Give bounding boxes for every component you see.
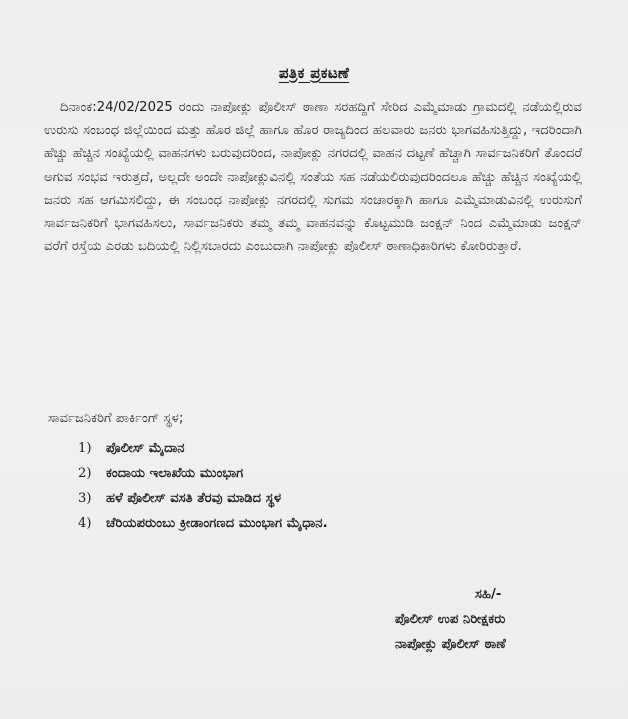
document-title: ಪತ್ರಿಕ ಪ್ರಕಟಣೆ [278,64,350,82]
signature-designation: ಪೊಲೀಸ್ ಉಪ ನಿರೀಕ್ಷಕರು [395,612,506,627]
signature-station: ನಾಪೋಕ್ಲು ಪೊಲೀಸ್ ಠಾಣೆ [395,637,506,652]
parking-list [78,436,328,536]
list-item-number: 4) [78,516,92,531]
list-item-text: ಚೆರಿಯಪರುಂಬು ಕ್ರೀಡಾಂಗಣದ ಮುಂಭಾಗ ಮೈಧಾನ. [106,516,328,531]
signature-sd: ಸಹಿ/- [475,587,502,602]
list-item-text: ಪೊಲೀಸ್ ಮೈದಾನ [106,441,185,456]
list-item [78,461,328,486]
notice-body: ದಿನಾಂಕ:24/02/2025 ರಂದು ನಾಪೋಕ್ಲು ಪೊಲೀಸ್ ಠಾಣಾ ಸರಹದ್ದಿಗೆ ಸೇರಿದ ಎಮ್ಮೆಮಾಡು ಗ್ರಾಮದಲ್ಲಿ ನಡೆಯಲ್ಲಿರುವ ಉರುಸು ಸಂಬಂಧ ಜಿಲ್ಲೆಯಿಂದ ಮತ್ತು ಹೊರ ಜಿಲ್ಲೆ ಹಾಗೂ ಹೊರ ರಾಜ್ಯದಿಂದ ಹಲವಾರು ಜನರು ಭಾಗವಹಿಸುತ್ತಿದ್ದು, ಇದರಿಂದಾಗಿ ಹೆಚ್ಚು ಹೆಚ್ಚಿನ ಸಂಖ್ಯೆಯಲ್ಲಿ ವಾಹನಗಳು ಬರುವುದರಿಂದ, ನಾಪೋಕ್ಲು ನಗರದಲ್ಲಿ ವಾಹನ ದಟ್ಟಣೆ ಹೆಚ್ಚಾಗಿ ಸಾರ್ವಜನಿಕರಿಗೆ ತೊಂದರೆ ಅಗುವ ಸಂಭವ ಇರುತ್ತದೆ, ಅಲ್ಲದೇ ಅಂದೇ ನಾಪೋಕ್ಲುವಿನಲ್ಲಿ ಸಂತೆಯ ಸಹ ನಡೆಯಲಿರುವುದರಿಂದಲೂ ಹೆಚ್ಚು ಹೆಚ್ಚಿನ ಸಂಖ್ಯೆಯಲ್ಲಿ ಜನರು ಸಹ ಆಗಮಿಸಲಿದ್ದು, ಈ ಸಂಬಂಧ ನಾಪೋಕ್ಲು ನಗರದಲ್ಲಿ ಸುಗಮ ಸಂಚಾರಕ್ಕಾಗಿ ಹಾಗೂ ಎಮ್ಮೆಮಾಡುವಿನಲ್ಲಿ ಉರುಸುಗೆ ಸಾರ್ವಜನಿಕರಿಗೆ ಭಾಗವಹಿಸಲು, ಸಾರ್ವಜನಿಕರು ತಮ್ಮ ತಮ್ಮ ವಾಹನವನ್ನು ಕೊಟ್ಟಮುಡಿ ಜಂಕ್ಷನ್ ನಿಂದ ಎಮ್ಮೆಮಾಡು ಜಂಕ್ಷನ್ ವರೆಗೆ ರಸ್ತೆಯ ಎರಡು ಬದಿಯಲ್ಲಿ ನಿಲ್ಲಿಸಬಾರದು ಎಂಬುದಾಗಿ ನಾಪೋಕ್ಲು ಪೊಲೀಸ್ ಠಾಣಾಧಿಕಾರಿಗಳು ಕೋರಿರುತ್ತಾರೆ. [44,100,582,255]
parking-heading: ಸಾರ್ವಜನಿಕರಿಗೆ ಪಾರ್ಕಿಂಗ್ ಸ್ಥಳ; [48,411,184,426]
list-item-text: ಹಳೆ ಪೊಲೀಸ್ ವಸತಿ ತೆರವು ಮಾಡಿದ ಸ್ಥಳ [106,491,282,506]
list-item-number: 3) [78,491,92,506]
signature-block [395,582,506,657]
list-item-number: 2) [78,466,92,481]
list-item-text: ಕಂದಾಯ ಇಲಾಖೆಯ ಮುಂಭಾಗ [106,466,244,481]
list-item [78,486,328,511]
list-item [78,511,328,536]
list-item-number: 1) [78,441,92,456]
list-item [78,436,328,461]
